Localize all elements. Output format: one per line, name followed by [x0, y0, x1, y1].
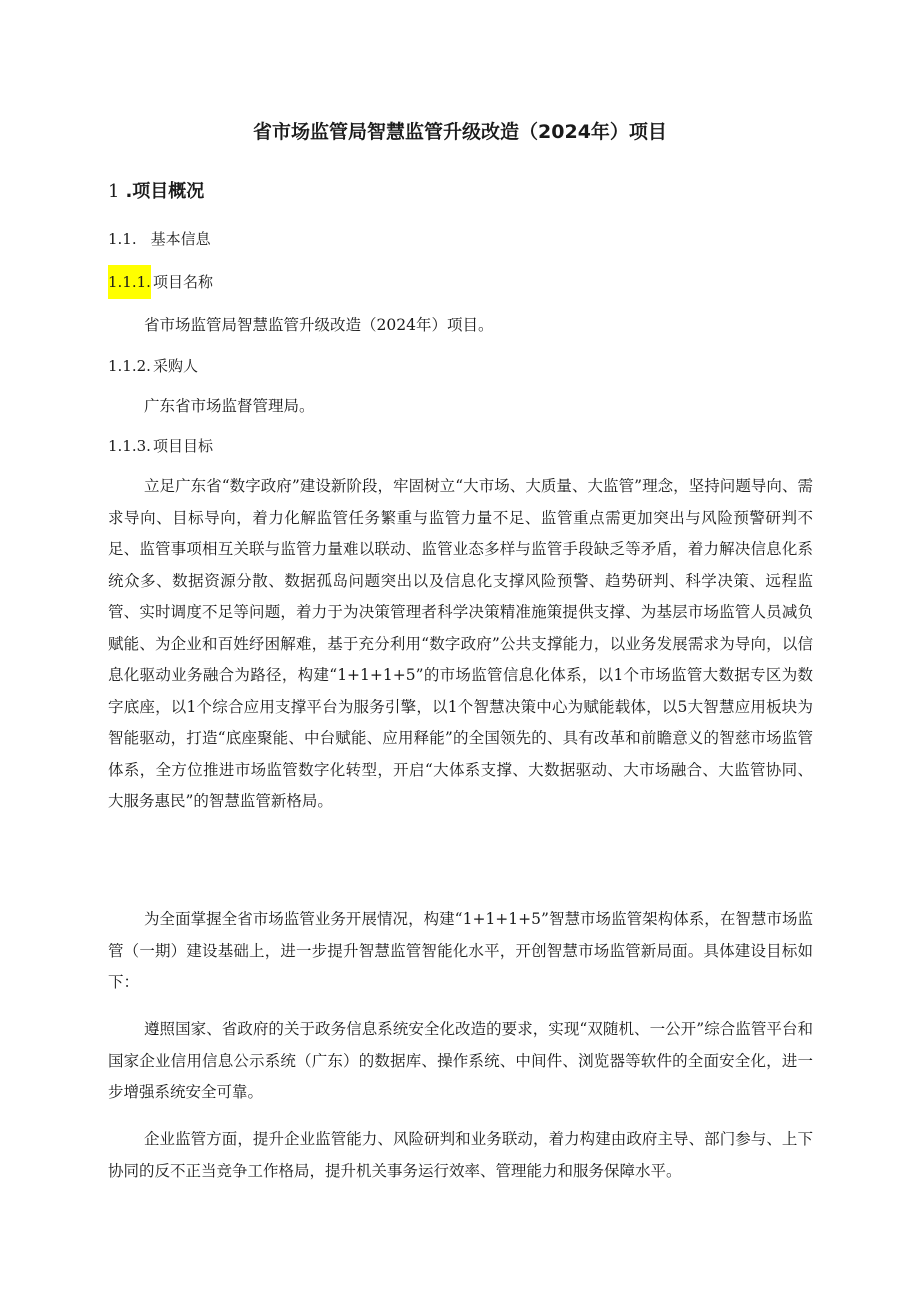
section-number: 1.1. [108, 230, 137, 248]
section-label: 项目名称 [152, 273, 213, 291]
section-number: 1.1.3. [108, 437, 151, 455]
section-label: 基本信息 [150, 230, 211, 248]
section-heading-1 [108, 177, 204, 203]
section-number: 1 [108, 181, 120, 202]
goal-paragraph-4: 企业监管方面，提升企业监管能力、风险研判和业务联动，着力构建由政府主导、部门参与、上下协同的反不正当竞争工作格局，提升机关事务运行效率、管理能力和服务保障水平。 [108, 1130, 813, 1180]
highlighted-section-number: 1.1.1. [108, 265, 151, 299]
section-label: 采购人 [152, 357, 198, 375]
goal-paragraph-2: 为全面掌握全省市场监管业务开展情况，构建“1+1+1+5”智慧市场监管架构体系，在智慧市场监管（一期）建设基础上，进一步提升智慧监管智能化水平，开创智慧市场监管新局面。具体建设目标如下： [108, 910, 813, 991]
section-heading-1-1 [108, 228, 211, 249]
section-number: 1.1.2. [108, 357, 151, 375]
section-label: 项目目标 [152, 437, 213, 455]
section-label: .项目概况 [125, 181, 205, 202]
section-heading-1-1-2 [108, 355, 198, 376]
section-heading-1-1-1 [108, 271, 213, 292]
goal-paragraph-1: 立足广东省“数字政府”建设新阶段，牢固树立“大市场、大质量、大监管”理念，坚持问题导向、需求导向、目标导向，着力化解监管任务繁重与监管力量不足、监管重点需更加突出与风险预警研判不足、监管事项相互关联与监管力量难以联动、监管业态多样与监管手段缺乏等矛盾，着力解决信息化系统众多、数据资源分散、数据孤岛问题突出以及信息化支撑风险预警、趋势研判、科学决策、远程监管、实时调度不足等问题，着力于为决策管理者科学决策精准施策提供支撑、为基层市场监管人员减负赋能、为企业和百姓纾困解难，基于充分利用“数字政府”公共支撑能力，以业务发展需求为导向，以信息化驱动业务融合为路径，构建“1+1+1+5”的市场监管信息化体系，以1个市场监管大数据专区为数字底座，以1个综合应用支撑平台为服务引擎，以1个智慧决策中心为赋能载体，以5大智慧应用板块为智能驱动，打造“底座聚能、中台赋能、应用释能”的全国领先的、具有改革和前瞻意义的智慈市场监管体系，全方位推进市场监管数字化转型，开启“大体系支撑、大数据驱动、大市场融合、大监管协同、大服务惠民”的智慧监管新格局。 [108, 477, 813, 810]
project-name-text: 省市场监管局智慧监管升级改造（2024年）项目。 [144, 316, 494, 334]
goal-paragraph-3: 遵照国家、省政府的关于政务信息系统安全化改造的要求，实现“双随机、一公开”综合监管平台和国家企业信用信息公示系统（广东）的数据库、操作系统、中间件、浏览器等软件的全面安全化，进一步增强系统安全可靠。 [108, 1020, 813, 1101]
section-heading-1-1-3 [108, 435, 213, 456]
document-title: 省市场监管局智慧监管升级改造（2024年）项目 [253, 121, 667, 143]
buyer-text: 广东省市场监督管理局。 [144, 397, 315, 415]
